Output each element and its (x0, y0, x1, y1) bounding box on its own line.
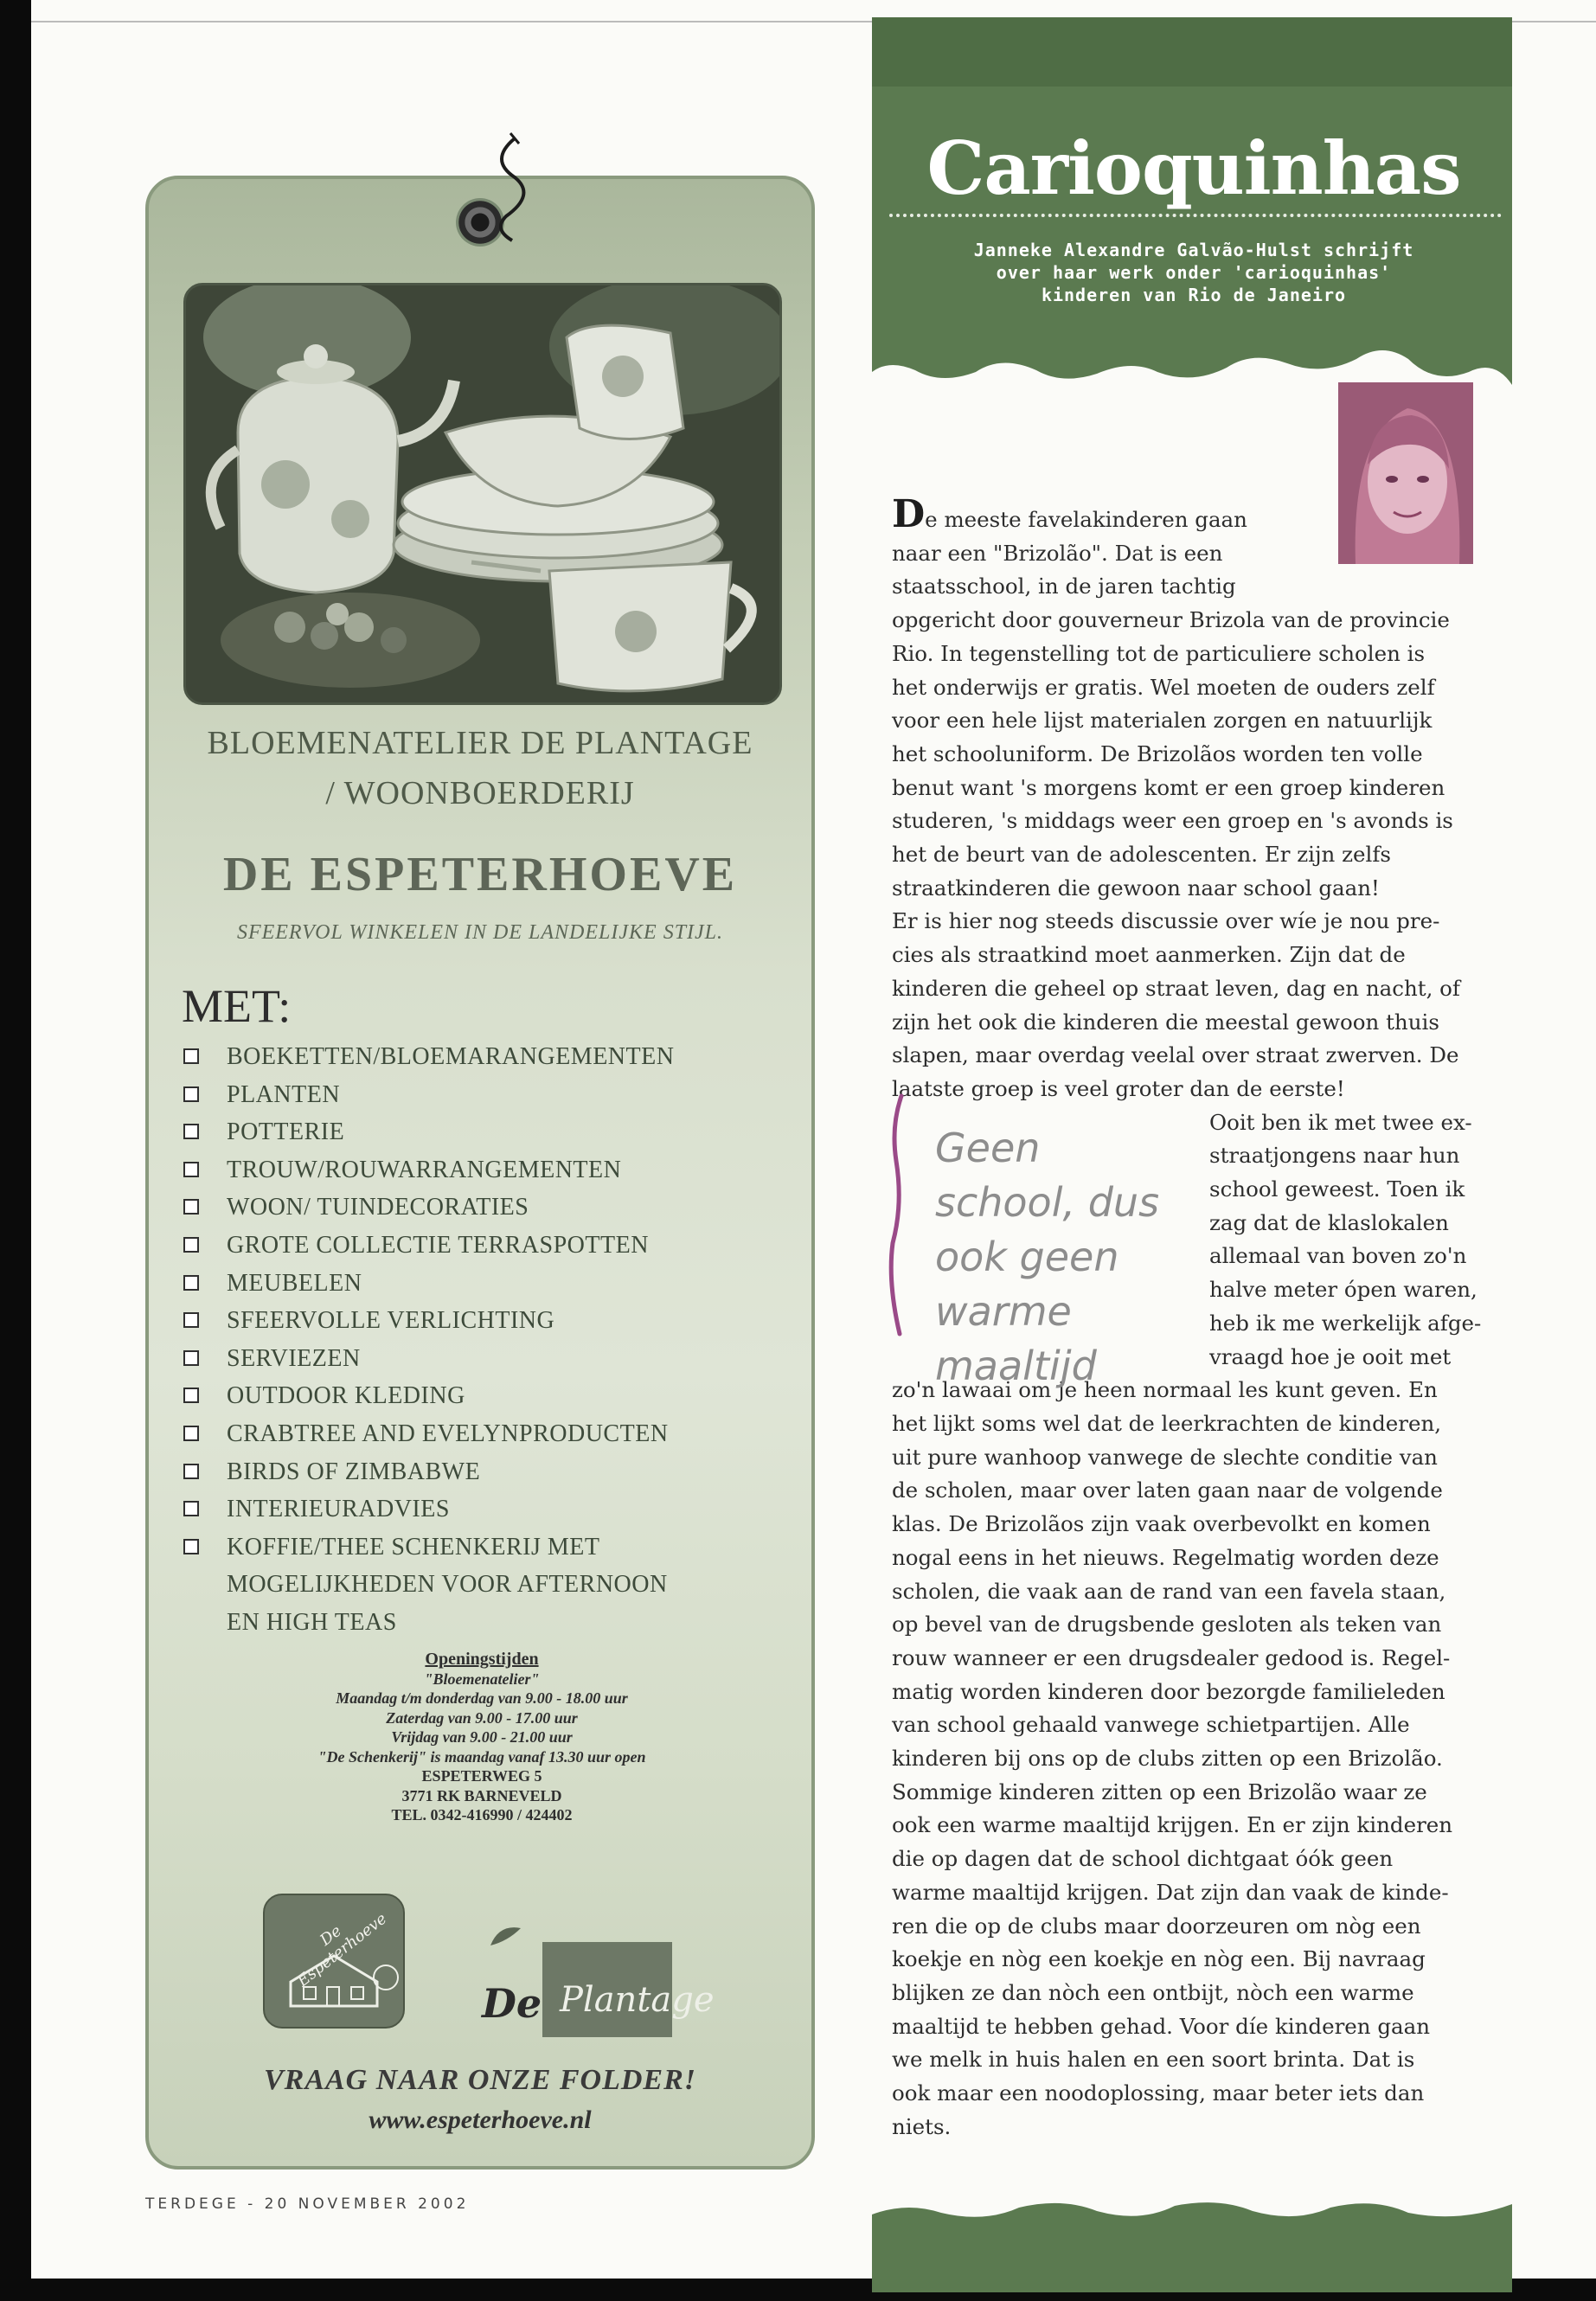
list-item: PLANTEN (183, 1076, 789, 1114)
body-line: zo'n lawaai om je heen normaal les kunt geven. En (892, 1377, 1438, 1403)
list-item: WOON/ TUINDECORATIES (183, 1189, 789, 1227)
checkbox-icon (183, 1464, 199, 1479)
plantage-logo-de: De (482, 1980, 542, 2027)
body-line: nogal eens in het nieuws. Regelmatig worden deze (892, 1544, 1439, 1570)
article-subtitle: Janneke Alexandre Galvão-Hulst schrijft over haar werk onder 'carioquinhas' kinderen van Rio de Janeiro (973, 240, 1414, 305)
body-line: Er is hier nog steeds discussie over wíe je nou pre- (892, 908, 1440, 934)
body-line: scholen, die vaak aan de rand van een favela staan, (892, 1578, 1446, 1604)
footer-green-block (872, 2197, 1512, 2292)
list-item: TROUW/ROUWARRANGEMENTEN (183, 1151, 789, 1189)
plantage-logo (482, 1920, 715, 2041)
list-item: MEUBELEN (183, 1265, 789, 1303)
body-line: rouw wanneer er een drugsdealer gedood is. Regel- (892, 1644, 1451, 1670)
body-line: zijn het ook die kinderen die meestal gewoon thuis (892, 1009, 1439, 1035)
body-line: benut want 's morgens komt er een groep kinderen (892, 774, 1445, 800)
body-line: zag dat de klaslokalen (1209, 1209, 1449, 1235)
address-city: 3771 RK BARNEVELD (401, 1786, 562, 1804)
advert-bookmark (145, 176, 815, 2170)
hours-subtitle: "Bloemenatelier" (424, 1670, 540, 1688)
plantage-logo-name: Plantage (560, 1980, 715, 2020)
body-line: Sommige kinderen zitten op een Brizolão waar ze (892, 1779, 1427, 1804)
opening-hours (218, 1650, 746, 1825)
checkbox-icon (183, 1237, 199, 1253)
tassel-cord-icon (467, 130, 554, 260)
farmhouse-icon (265, 1895, 403, 2027)
body-line: het lijkt soms wel dat de leerkrachten de kinderen, (892, 1410, 1442, 1436)
checkbox-icon (183, 1388, 199, 1403)
body-line: blijken ze dan nòch een ontbijt, nòch een warme (892, 1979, 1414, 2005)
list-item: BIRDS OF ZIMBABWE (183, 1453, 789, 1491)
body-line: straatjongens naar hun (1209, 1143, 1460, 1169)
checkbox-icon (183, 1275, 199, 1291)
title-dotted-rule (889, 214, 1502, 217)
list-item: POTTERIE (183, 1113, 789, 1151)
list-item-continued: EN HIGH TEAS (227, 1608, 397, 1636)
body-line: uit pure wanhoop vanwege de slechte conditie van (892, 1444, 1438, 1470)
body-line: ook een warme maaltijd krijgen. En er zijn kinderen (892, 1812, 1453, 1838)
ad-line-bloemenatelier: BLOEMENATELIER DE PLANTAGE (207, 725, 753, 761)
hours-sat: Zaterdag van 9.00 - 17.00 uur (386, 1708, 578, 1727)
checkbox-icon (183, 1162, 199, 1177)
ad-met-label: MET: (182, 980, 292, 1032)
hours-fri: Vrijdag van 9.00 - 21.00 uur (391, 1728, 573, 1746)
list-item: SERVIEZEN (183, 1340, 789, 1378)
body-line: ren die op de clubs maar doorzeuren om nòg een (892, 1913, 1421, 1939)
list-item: GROTE COLLECTIE TERRASPOTTEN (183, 1227, 789, 1265)
checkbox-icon (183, 1539, 199, 1554)
body-line: staatsschool, in de jaren tachtig (892, 574, 1236, 599)
body-line: cies als straatkind moet aanmerken. Zijn dat de (892, 942, 1406, 968)
list-item: CRABTREE AND EVELYNPRODUCTEN (183, 1415, 789, 1453)
ad-website-link[interactable]: www.espeterhoeve.nl (369, 2106, 592, 2134)
checkbox-icon (183, 1048, 199, 1064)
hours-title: Openingstijden (425, 1650, 539, 1669)
espeterhoeve-logo (263, 1894, 405, 2029)
body-line: het de beurt van de adolescenten. Er zijn zelfs (892, 842, 1391, 868)
checkbox-icon (183, 1199, 199, 1215)
body-line: de scholen, maar over laten gaan naar de volgende (892, 1477, 1443, 1503)
body-line: klas. De Brizolãos zijn vaak overbevolkt en komen (892, 1511, 1431, 1537)
checkbox-icon (183, 1350, 199, 1366)
body-line: van school gehaald vanwege schietpartijen. Alle (892, 1712, 1410, 1738)
checkbox-icon (183, 1086, 199, 1102)
ad-brand-name: DE ESPETERHOEVE (222, 848, 738, 901)
checkbox-icon (183, 1124, 199, 1139)
list-item: BOEKETTEN/BLOEMARANGEMENTEN (183, 1038, 789, 1076)
body-line: kinderen die geheel op straat leven, dag en nacht, of (892, 975, 1460, 1001)
body-line: straatkinderen die gewoon naar school gaan! (892, 875, 1380, 901)
body-line: Ooit ben ik met twee ex- (1209, 1109, 1472, 1135)
body-line: kinderen bij ons op de clubs zitten op een Brizolão. (892, 1746, 1443, 1772)
body-line: school geweest. Toen ik (1209, 1176, 1465, 1202)
body-line: warme maaltijd krijgen. Dat zijn dan vaak de kinde- (892, 1879, 1449, 1905)
hours-schenkerij: "De Schenkerij" is maandag vanaf 13.30 uur open (317, 1747, 646, 1766)
body-line: halve meter ópen waren, (1209, 1277, 1477, 1303)
tableware-photo (183, 283, 782, 705)
list-item: OUTDOOR KLEDING (183, 1377, 789, 1415)
ad-line-woonboerderij: / WOONBOERDERIJ (325, 775, 635, 811)
body-line: De meeste favelakinderen gaan (892, 492, 1247, 536)
logo-esp-text: De Espeterhoeve (293, 1909, 391, 1991)
body-line: studeren, 's middags weer een groep en 's avonds is (892, 808, 1453, 834)
body-line: naar een "Brizolão". Dat is een (892, 540, 1223, 566)
article-title: Carioquinhas (926, 125, 1461, 211)
body-line: we melk in huis halen en een soort brinta. Dat is (892, 2047, 1415, 2073)
ad-folder-callout: VRAAG NAAR ONZE FOLDER! (263, 2064, 697, 2096)
body-line: ook maar een noodoplossing, maar beter iets dan (892, 2080, 1425, 2106)
body-line: vraagd hoe je ooit met (1209, 1343, 1452, 1369)
checkbox-icon (183, 1501, 199, 1516)
hours-mon-thu: Maandag t/m donderdag van 9.00 - 18.00 uur (336, 1689, 628, 1707)
checkbox-icon (183, 1312, 199, 1328)
body-line: matig worden kinderen door bezorgde familieleden (892, 1678, 1445, 1704)
page-footer: TERDEGE - 20 NOVEMBER 2002 (145, 2195, 470, 2213)
pull-quote: Geen school, dus ook geen warme maaltijd (935, 1125, 1160, 1389)
body-line: heb ik me werkelijk afge- (1209, 1310, 1482, 1336)
body-line: op bevel van de drugsbende gesloten als teken van (892, 1612, 1442, 1638)
list-item-continued: MOGELIJKHEDEN VOOR AFTERNOON (227, 1571, 668, 1599)
ad-tagline: SFEERVOL WINKELEN IN DE LANDELIJKE STIJL. (236, 921, 724, 944)
list-item: SFEERVOLLE VERLICHTING (183, 1302, 789, 1340)
body-line: slapen, maar overdag veelal over straat zwerven. De (892, 1042, 1459, 1068)
drop-cap: D (892, 492, 926, 536)
list-item: KOFFIE/THEE SCHENKERIJ MET (183, 1529, 789, 1567)
body-line: opgericht door gouverneur Brizola van de provincie (892, 607, 1450, 633)
pull-quote-bar (882, 1092, 917, 1338)
list-item: INTERIEURADVIES (183, 1490, 789, 1529)
ad-product-list (183, 1038, 789, 1642)
body-line: het schooluniform. De Brizolãos worden ten volle (892, 740, 1423, 766)
tableware-illustration (186, 285, 779, 702)
checkbox-icon (183, 1426, 199, 1441)
body-line: koekje en nòg een koekje en nòg een. Bij navraag (892, 1946, 1426, 1972)
body-line: Rio. In tegenstelling tot de particuliere scholen is (892, 640, 1426, 666)
body-line: niets. (892, 2113, 952, 2139)
body-line: laatste groep is veel groter dan de eerste! (892, 1075, 1345, 1101)
address-street: ESPETERWEG 5 (421, 1767, 542, 1785)
body-line: het onderwijs er gratis. Wel moeten de ouders zelf (892, 674, 1435, 700)
leaf-icon (482, 1920, 534, 1954)
body-line: maaltijd te hebben gehad. Voor díe kinderen gaan (892, 2013, 1431, 2039)
body-line: allemaal van boven zo'n (1209, 1243, 1467, 1269)
scan-border-left (0, 0, 31, 2301)
address-phone: TEL. 0342-416990 / 424402 (391, 1806, 573, 1823)
body-line: die op dagen dat de school dichtgaat óók geen (892, 1846, 1394, 1872)
body-line: voor een hele lijst materialen zorgen en natuurlijk (892, 708, 1433, 734)
